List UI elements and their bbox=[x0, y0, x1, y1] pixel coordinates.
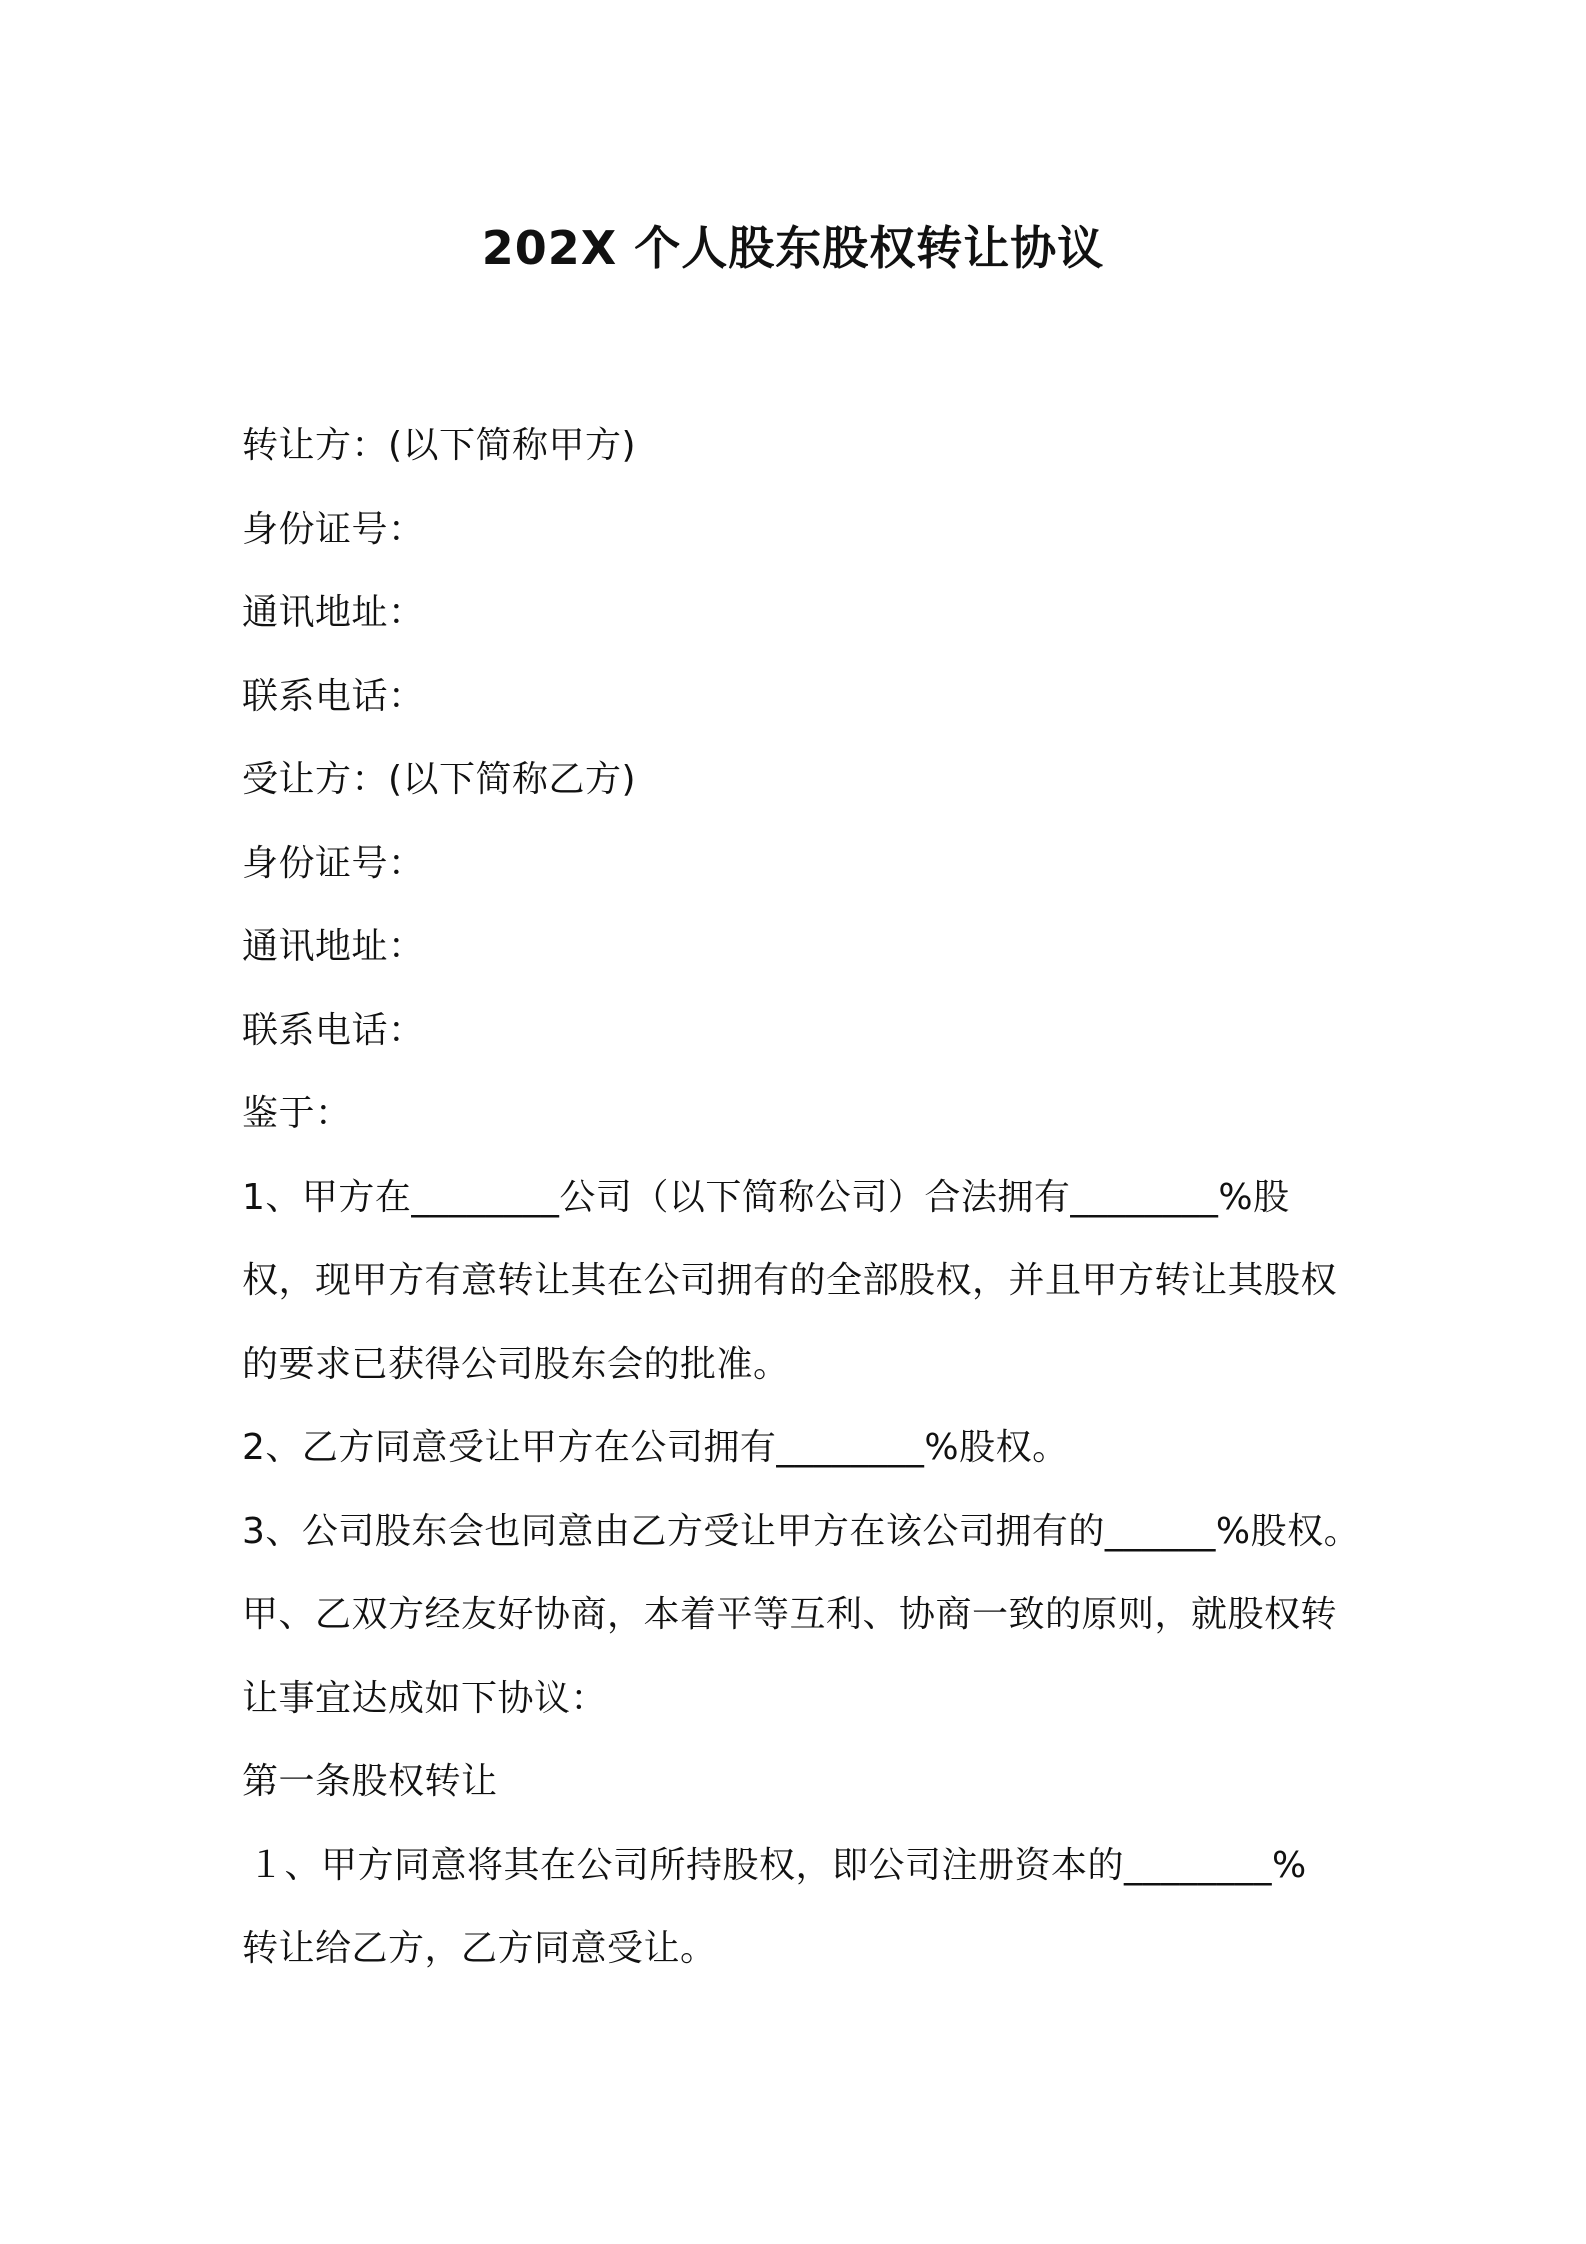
article-1-clause-1-line-2: 转让给乙方，乙方同意受让。 bbox=[242, 1928, 717, 1969]
transferee-line: 受让方：(以下简称乙方) bbox=[242, 759, 637, 800]
transferor-address-line: 通讯地址： bbox=[242, 592, 425, 633]
recital-1-line-2: 权，现甲方有意转让其在公司拥有的全部股权，并且甲方转让其股权 bbox=[242, 1260, 1338, 1301]
article-1-heading: 第一条股权转让 bbox=[242, 1761, 498, 1802]
transferee-address-line: 通讯地址： bbox=[242, 926, 425, 967]
article-1-clause-1-line-1: １、甲方同意将其在公司所持股权，即公司注册资本的________% bbox=[248, 1844, 1307, 1886]
transferee-phone-line: 联系电话： bbox=[242, 1009, 425, 1051]
recital-1-line-1: 1、甲方在________公司（以下简称公司）合法拥有________%股 bbox=[242, 1176, 1290, 1218]
transferee-id-line: 身份证号： bbox=[242, 842, 425, 884]
recital-1-line-3: 的要求已获得公司股东会的批准。 bbox=[242, 1343, 790, 1385]
document-body bbox=[242, 404, 1392, 1991]
recital-2: 2、乙方同意受让甲方在公司拥有________%股权。 bbox=[242, 1427, 1069, 1468]
transferor-phone-line: 联系电话： bbox=[242, 675, 425, 717]
agreement-intro-line-1: 甲、乙双方经友好协商，本着平等互利、协商一致的原则，就股权转 bbox=[242, 1594, 1338, 1635]
transferor-line: 转让方：(以下简称甲方) bbox=[242, 425, 637, 466]
recital-3: 3、公司股东会也同意由乙方受让甲方在该公司拥有的______%股权。 bbox=[242, 1510, 1361, 1552]
document-title: 202X 个人股东股权转让协议 bbox=[481, 221, 1105, 275]
agreement-intro-line-2: 让事宜达成如下协议： bbox=[242, 1677, 608, 1719]
transferor-id-line: 身份证号： bbox=[242, 508, 425, 550]
whereas-heading: 鉴于： bbox=[242, 1093, 352, 1134]
